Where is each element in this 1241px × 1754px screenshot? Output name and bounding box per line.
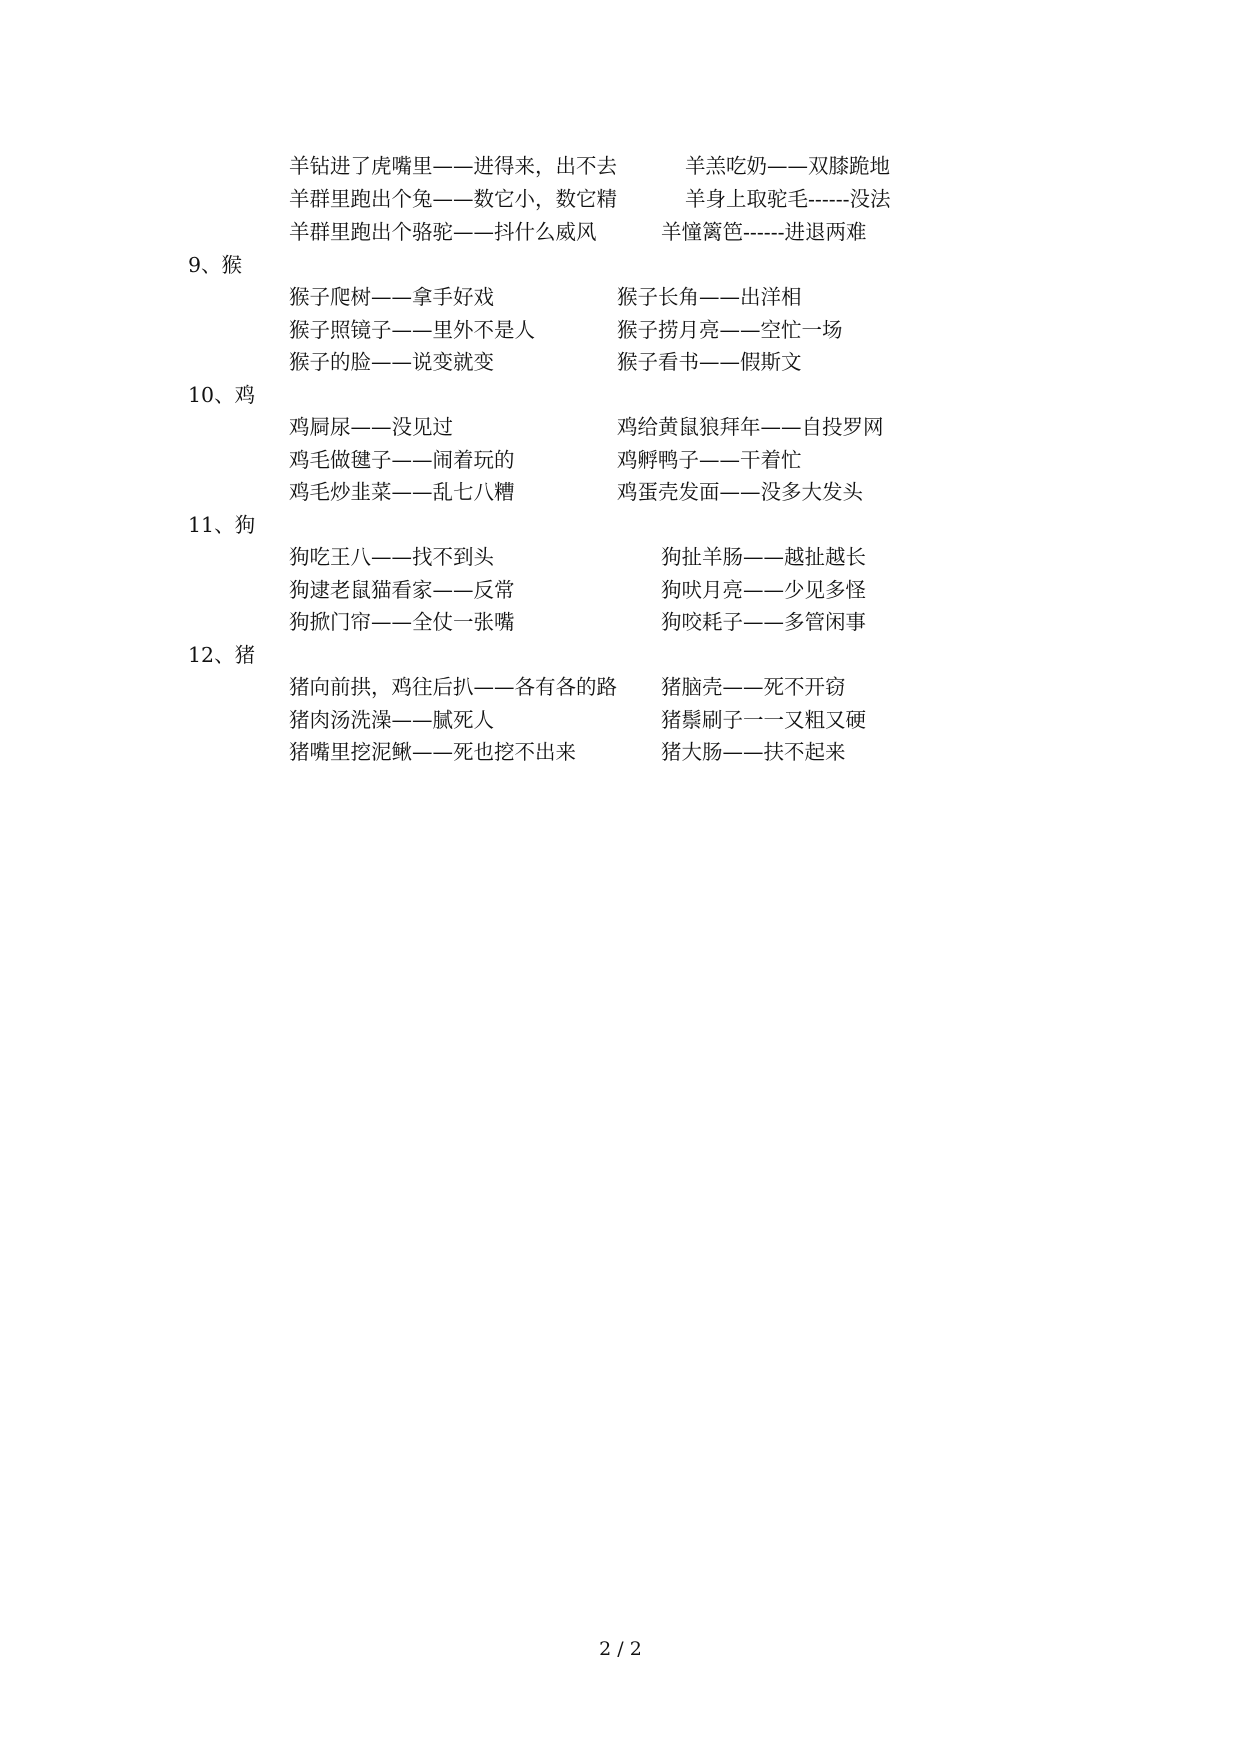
saying-right: 猪脑壳——死不开窃 <box>661 675 846 699</box>
saying-right: 羊羔吃奶——双膝跪地 <box>685 154 890 178</box>
saying-row <box>0 216 1241 248</box>
saying-row <box>0 183 1241 215</box>
saying-left: 鸡屙尿——没见过 <box>289 415 453 439</box>
saying-right: 鸡蛋壳发面——没多大发头 <box>617 480 863 504</box>
saying-row <box>0 671 1241 703</box>
saying-left: 猪嘴里挖泥鳅——死也挖不出来 <box>289 740 576 764</box>
saying-right: 狗咬耗子——多管闲事 <box>661 610 866 634</box>
saying-row <box>0 444 1241 476</box>
saying-left: 猴子的脸——说变就变 <box>289 350 494 374</box>
saying-right: 狗扯羊肠——越扯越长 <box>661 545 866 569</box>
saying-left: 猴子爬树——拿手好戏 <box>289 285 494 309</box>
saying-left: 鸡毛炒韭菜——乱七八糟 <box>289 480 515 504</box>
saying-right: 猴子捞月亮——空忙一场 <box>617 318 843 342</box>
saying-row <box>0 541 1241 573</box>
saying-row <box>0 150 1241 182</box>
saying-left: 狗逮老鼠猫看家——反常 <box>289 578 515 602</box>
section-heading: 10、鸡 <box>188 383 256 407</box>
saying-left: 羊钻进了虎嘴里——进得来，出不去 <box>289 154 617 178</box>
saying-row <box>0 281 1241 313</box>
saying-left: 羊群里跑出个兔——数它小，数它精 <box>289 187 617 211</box>
saying-row <box>0 476 1241 508</box>
saying-right: 猪鬃刷子一一又粗又硬 <box>661 708 866 732</box>
section-heading: 12、猪 <box>188 643 256 667</box>
saying-left: 鸡毛做毽子——闹着玩的 <box>289 448 515 472</box>
saying-left: 猴子照镜子——里外不是人 <box>289 318 535 342</box>
saying-right: 猴子长角——出洋相 <box>617 285 802 309</box>
section-heading: 9、猴 <box>188 253 243 277</box>
saying-right: 猪大肠——扶不起来 <box>661 740 846 764</box>
saying-right: 羊憧篱笆------进退两难 <box>661 220 867 244</box>
saying-right: 狗吠月亮——少见多怪 <box>661 578 866 602</box>
saying-left: 羊群里跑出个骆驼——抖什么威风 <box>289 220 597 244</box>
saying-left: 狗掀门帘——全仗一张嘴 <box>289 610 515 634</box>
saying-row <box>0 704 1241 736</box>
saying-right: 鸡孵鸭子——干着忙 <box>617 448 802 472</box>
saying-right: 鸡给黄鼠狼拜年——自投罗网 <box>617 415 884 439</box>
saying-right: 猴子看书——假斯文 <box>617 350 802 374</box>
saying-row <box>0 736 1241 768</box>
page-number: 2 / 2 <box>599 1638 642 1660</box>
saying-left: 猪肉汤洗澡——腻死人 <box>289 708 494 732</box>
saying-row <box>0 606 1241 638</box>
saying-row <box>0 314 1241 346</box>
saying-row <box>0 411 1241 443</box>
saying-right: 羊身上取驼毛------没法 <box>685 187 891 211</box>
saying-left: 猪向前拱，鸡往后扒——各有各的路 <box>289 675 617 699</box>
saying-row <box>0 574 1241 606</box>
saying-left: 狗吃王八——找不到头 <box>289 545 494 569</box>
section-heading: 11、狗 <box>188 513 256 537</box>
saying-row <box>0 346 1241 378</box>
